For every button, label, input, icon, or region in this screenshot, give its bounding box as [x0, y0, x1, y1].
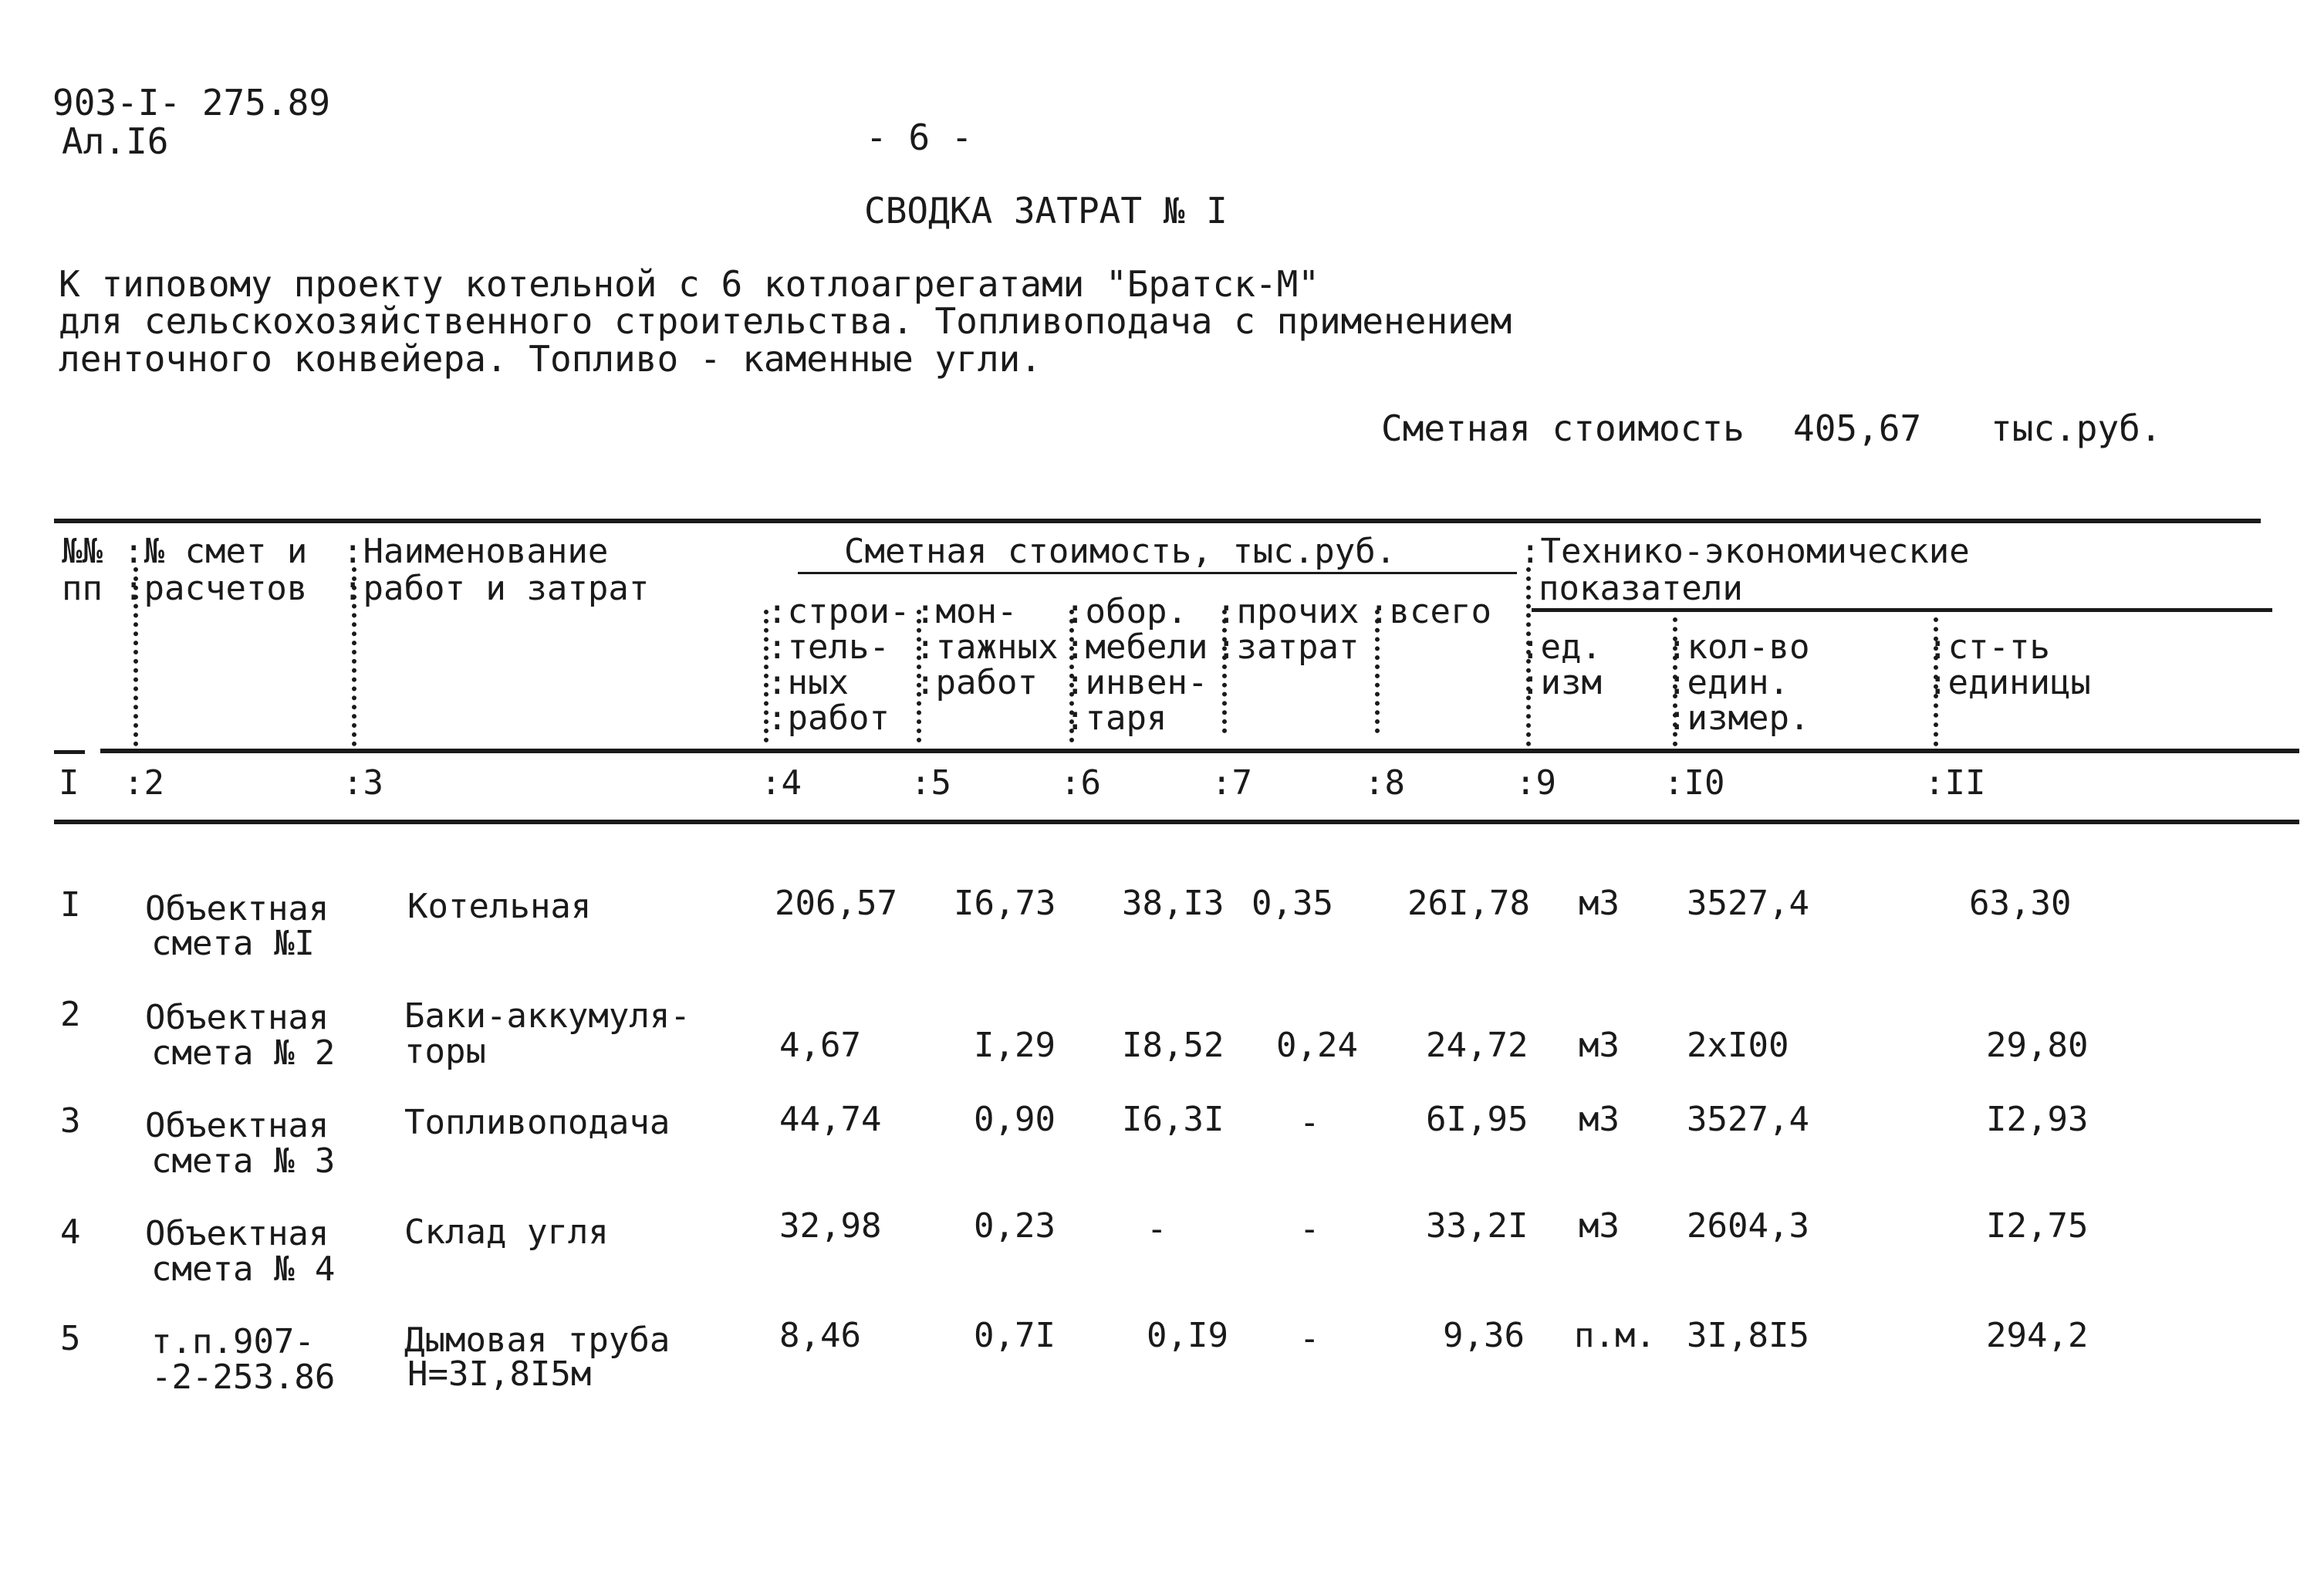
cell-c4: 44,74 [779, 1100, 882, 1139]
row-doc-1: Объектная [145, 998, 329, 1037]
cell-c11: 29,80 [1986, 1026, 2089, 1065]
cell-c7: - [1299, 1103, 1320, 1142]
cell-c6: - [1147, 1209, 1167, 1249]
cell-c10: 3I,8I5 [1687, 1316, 1809, 1355]
row-name-1: Баки-аккумуля- [404, 996, 691, 1036]
colnum-6: :6 [1060, 763, 1101, 803]
cell-c5: I6,73 [954, 884, 1056, 923]
cell-c8: 9,36 [1443, 1316, 1525, 1355]
cell-c8: 26I,78 [1407, 884, 1530, 923]
cost-group-underline [798, 572, 1517, 574]
cell-c10: 2хI00 [1687, 1026, 1789, 1065]
description-line-2: для сельскохозяйственного строительства. Топливоподача с применением [59, 300, 1512, 342]
cell-c10: 2604,3 [1687, 1206, 1809, 1246]
row-number: 2 [60, 995, 81, 1034]
cell-c11: I2,75 [1986, 1206, 2089, 1246]
sheet-number: Ал.I6 [62, 120, 169, 162]
cell-c4: 32,98 [779, 1206, 882, 1246]
header-doc-2: :расчетов [123, 569, 308, 608]
cell-c8: 24,72 [1426, 1026, 1529, 1065]
header-c9-1: :ед. [1520, 627, 1602, 667]
row-number: 3 [60, 1101, 81, 1141]
header-doc-1: :№ смет и [123, 532, 308, 571]
cell-c7: - [1299, 1319, 1320, 1358]
row-name-1: Дымовая труба [404, 1320, 671, 1360]
colnum-9: :9 [1515, 763, 1556, 803]
row-number: 5 [60, 1319, 81, 1358]
header-c5-1: :мон- [915, 592, 1018, 631]
header-nn-1: №№ [62, 532, 103, 571]
header-tech-group-1: :Технико-экономические [1520, 532, 1970, 571]
colnum-5: :5 [910, 763, 951, 803]
row-doc-1: Объектная [145, 889, 329, 928]
tech-group-underline [1532, 608, 2272, 612]
cell-c11: 294,2 [1986, 1316, 2089, 1355]
page-title: СВОДКА ЗАТРАТ № I [864, 190, 1228, 232]
row-doc-2: смета № 2 [151, 1033, 336, 1073]
header-c6-3: :инвен- [1065, 663, 1208, 702]
cell-c9: м3 [1579, 1100, 1620, 1139]
cost-label: Сметная стоимость [1381, 407, 1745, 449]
cell-c10: 3527,4 [1687, 1100, 1809, 1139]
header-name-1: :Наименование [343, 532, 609, 571]
cell-c8: 33,2I [1426, 1206, 1529, 1246]
header-c8: :всего [1369, 592, 1491, 631]
header-name-2: :работ и затрат [343, 569, 650, 608]
cell-c5: 0,23 [974, 1206, 1056, 1246]
header-c4-1: :строи- [767, 592, 910, 631]
row-name-1: Склад угля [404, 1212, 609, 1252]
header-c11-2: :единицы [1927, 663, 2091, 702]
cell-c7: - [1299, 1209, 1320, 1249]
cell-c9: м3 [1579, 884, 1620, 923]
header-c4-4: :работ [767, 698, 890, 738]
header-c5-2: :тажных [915, 627, 1059, 667]
cell-c4: 4,67 [779, 1026, 861, 1065]
description-line-1: К типовому проекту котельной с 6 котлоагрегатами "Братск-М" [59, 263, 1319, 305]
numbers-bottom-rule [54, 820, 2299, 824]
header-c7-2: :затрат [1216, 627, 1360, 667]
colnum-10: :I0 [1664, 763, 1725, 803]
colnum-4: :4 [761, 763, 802, 803]
cell-c5: 0,7I [974, 1316, 1056, 1355]
colnum-1: I [59, 763, 79, 803]
cell-c6: 0,I9 [1147, 1316, 1228, 1355]
cell-c7: 0,24 [1276, 1026, 1358, 1065]
header-c5-3: :работ [915, 663, 1038, 702]
row-doc-2: смета №I [151, 924, 315, 963]
colnum-7: :7 [1211, 763, 1252, 803]
cost-value: 405,67 [1793, 407, 1922, 449]
table-top-rule [54, 519, 2261, 523]
header-bottom-rule [100, 749, 2299, 753]
cell-c9: м3 [1579, 1026, 1620, 1065]
header-c6-4: :таря [1065, 698, 1167, 738]
page-number: - 6 - [866, 117, 973, 158]
header-c10-3: :измер. [1667, 698, 1810, 738]
header-nn-2: пп [62, 569, 103, 608]
colnum-8: :8 [1364, 763, 1405, 803]
colnum-2: :2 [123, 763, 164, 803]
row-doc-1: Объектная [145, 1106, 329, 1145]
header-c11-1: :ст-ть [1927, 627, 2050, 667]
row-doc-2: -2-253.86 [151, 1358, 336, 1397]
header-c6-2: :мебели [1065, 627, 1208, 667]
header-c10-2: :един. [1667, 663, 1789, 702]
colnum-11: :II [1924, 763, 1986, 803]
cost-unit: тыс.руб. [1991, 407, 2162, 449]
cell-c4: 8,46 [779, 1316, 861, 1355]
cell-c10: 3527,4 [1687, 884, 1809, 923]
row-name-2: торы [404, 1032, 486, 1071]
row-number: 4 [60, 1212, 81, 1252]
row-doc-2: смета № 3 [151, 1141, 336, 1181]
header-c7-1: :прочих [1216, 592, 1360, 631]
cell-c6: I8,52 [1122, 1026, 1224, 1065]
row-doc-1: т.п.907- [151, 1322, 315, 1361]
header-cost-group: Сметная стоимость, тыс.руб. [844, 532, 1397, 571]
description-line-3: ленточного конвейера. Топливо - каменные угли. [59, 338, 1042, 380]
cell-c9: п.м. [1574, 1316, 1656, 1355]
cell-c7: 0,35 [1252, 884, 1333, 923]
row-number: I [60, 885, 81, 925]
row-doc-1: Объектная [145, 1214, 329, 1253]
header-tech-group-2: показатели [1539, 569, 1743, 608]
header-c4-3: :ных [767, 663, 849, 702]
header-c10-1: :кол-во [1667, 627, 1810, 667]
row-name-1: Котельная [407, 887, 592, 926]
cell-c5: I,29 [974, 1026, 1056, 1065]
header-c4-2: :тель- [767, 627, 890, 667]
header-c6-1: :обор. [1065, 592, 1187, 631]
cell-c6: 38,I3 [1122, 884, 1224, 923]
cell-c5: 0,90 [974, 1100, 1056, 1139]
cell-c8: 6I,95 [1426, 1100, 1529, 1139]
header-c9-2: :изм [1520, 663, 1602, 702]
row-name-1: Топливоподача [404, 1103, 671, 1142]
cell-c11: 63,30 [1969, 884, 2072, 923]
cell-c6: I6,3I [1122, 1100, 1224, 1139]
cell-c11: I2,93 [1986, 1100, 2089, 1139]
document-code: 903-I- 275.89 [52, 82, 331, 123]
header-rule-stub [54, 750, 85, 754]
row-doc-2: смета № 4 [151, 1249, 336, 1289]
row-name-2: Н=3I,8I5м [407, 1354, 592, 1394]
cell-c9: м3 [1579, 1206, 1620, 1246]
cell-c4: 206,57 [775, 884, 897, 923]
colnum-3: :3 [343, 763, 383, 803]
